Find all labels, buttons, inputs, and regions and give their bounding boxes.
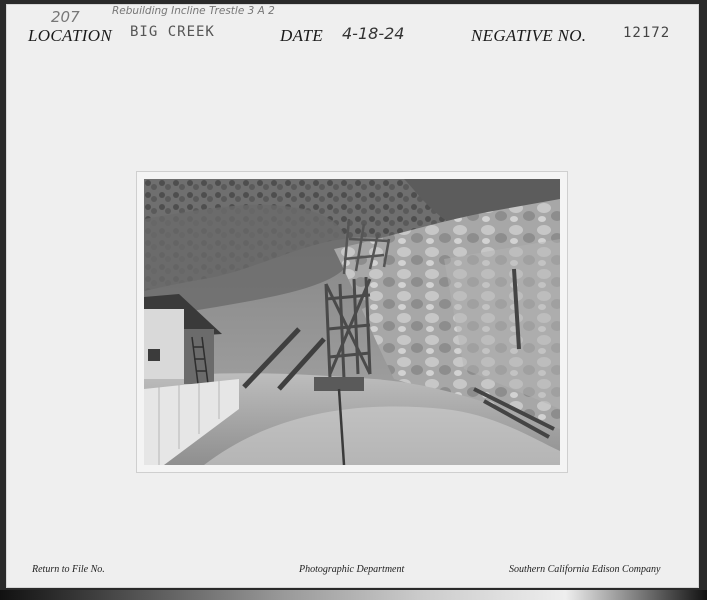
footer-company: Southern California Edison Company (509, 564, 661, 575)
trestle-photograph (144, 179, 560, 465)
footer-department: Photographic Department (299, 564, 405, 575)
negative-value: 12172 (623, 25, 671, 41)
archive-card (6, 4, 699, 588)
film-edge-strip (0, 590, 707, 600)
date-value: 4-18-24 (342, 24, 405, 43)
handwritten-description: Rebuilding Incline Trestle 3 A 2 (112, 5, 275, 17)
footer-return-to-file: Return to File No. (32, 564, 105, 575)
location-label: LOCATION (28, 26, 112, 45)
photo-mount (136, 171, 568, 473)
location-value: BIG CREEK (130, 24, 215, 40)
date-label: DATE (280, 26, 324, 45)
trestle-photo-illustration (144, 179, 560, 465)
index-number: 207 (51, 8, 80, 26)
negative-label: NEGATIVE NO. (471, 26, 587, 45)
